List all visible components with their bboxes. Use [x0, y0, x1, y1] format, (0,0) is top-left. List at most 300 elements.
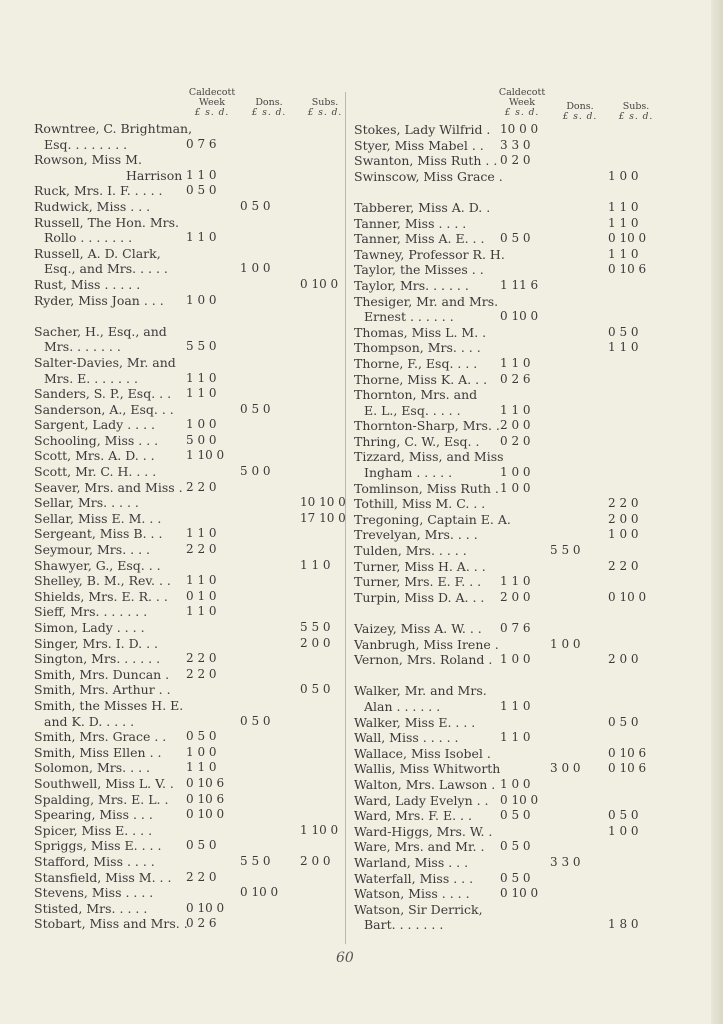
subscription-amount: 1 10 0	[300, 822, 339, 837]
caldecott-amount: 0 1 0	[186, 588, 217, 603]
subscriber-row	[34, 823, 352, 839]
subscriber-row	[354, 652, 699, 668]
caldecott-amount: 0 10 0	[186, 900, 225, 915]
caldecott-amount: 2 0 0	[500, 589, 531, 604]
subscriber-row	[354, 496, 699, 512]
subscription-amount: 0 5 0	[608, 714, 639, 729]
subscription-amount: 2 2 0	[608, 496, 639, 511]
subscriber-name: Shelley, B. M., Rev. . .	[34, 573, 171, 589]
caldecott-amount: 0 5 0	[500, 808, 531, 823]
donation-amount: 1 0 0	[240, 261, 271, 276]
subscriber-name: Walton, Mrs. Lawson .	[354, 776, 496, 792]
subscriber-row	[354, 434, 699, 450]
subscriber-name: Ingham . . . . .	[364, 465, 453, 481]
subscriber-row	[34, 870, 352, 886]
subscriber-row	[34, 760, 352, 776]
donation-amount: 3 0 0	[550, 761, 581, 776]
subscription-amount: 0 10 0	[300, 276, 339, 291]
subscriber-name: Sergeant, Miss B. . .	[34, 526, 163, 542]
subscriber-name: Harrison	[126, 167, 183, 183]
subscription-amount: 17 10 0	[300, 510, 346, 525]
left-column	[34, 88, 352, 948]
subscriber-row	[34, 215, 352, 231]
section-gap	[34, 308, 352, 324]
subscriber-row	[34, 152, 352, 168]
caldecott-amount: 1 0 0	[500, 652, 531, 667]
subscription-amount: 2 0 0	[608, 511, 639, 526]
subscriber-row	[34, 324, 352, 340]
subscriber-row	[354, 262, 699, 278]
header-caldecott-label: Caldecott	[188, 87, 236, 98]
header-lsd: £ s. d.	[504, 108, 540, 118]
subscription-amount: 0 10 6	[608, 745, 647, 760]
subscriber-row	[354, 403, 699, 419]
subscriber-row	[34, 137, 352, 153]
subscriber-name: Mrs. . . . . . .	[44, 339, 121, 355]
subscriber-row	[34, 651, 352, 667]
caldecott-amount: 1 0 0	[500, 465, 531, 480]
caldecott-amount: 2 2 0	[186, 666, 217, 681]
subscriber-row	[354, 216, 699, 232]
subscriber-name: Watson, Miss . . . .	[354, 886, 470, 902]
caldecott-amount: 1 0 0	[186, 417, 217, 432]
subscriber-name: Alan . . . . . .	[364, 698, 441, 714]
subscriber-row	[354, 777, 699, 793]
subscriber-name: Southwell, Miss L. V. .	[34, 775, 174, 791]
subscriber-name: Wallace, Miss Isobel .	[354, 745, 491, 761]
caldecott-amount: 2 2 0	[186, 869, 217, 884]
subscriber-name: Stisted, Mrs. . . . .	[34, 900, 148, 916]
header-week-label: Week	[509, 97, 535, 108]
caldecott-amount: 5 0 0	[186, 432, 217, 447]
subscriber-row	[354, 730, 699, 746]
donation-amount: 3 3 0	[550, 854, 581, 869]
subscriber-name: Spicer, Miss E. . . .	[34, 822, 153, 838]
caldecott-amount: 0 7 6	[500, 621, 531, 635]
subscriber-name: Turpin, Miss D. A. . .	[354, 589, 485, 605]
caldecott-amount: 1 11 6	[500, 277, 539, 292]
donation-amount: 5 5 0	[550, 543, 581, 558]
subscription-amount: 2 0 0	[300, 853, 331, 868]
subscriber-row	[354, 871, 699, 887]
subscriber-row	[354, 418, 699, 434]
subscriber-name: Singer, Mrs. I. D. . .	[34, 635, 159, 651]
subscriber-row	[354, 356, 699, 372]
subscriber-name: Taylor, Mrs. . . . . .	[354, 277, 469, 293]
subscriber-row	[34, 807, 352, 823]
subscriber-row	[354, 543, 699, 559]
subscriber-row	[354, 231, 699, 247]
subscriber-name: Thompson, Mrs. . . .	[354, 340, 481, 356]
caldecott-amount: 3 3 0	[500, 137, 531, 152]
subscriber-name: Schooling, Miss . . .	[34, 432, 159, 448]
header-dons	[244, 98, 294, 118]
subscriber-row	[34, 620, 352, 636]
subscriber-row	[354, 574, 699, 590]
subscriber-row	[34, 667, 352, 683]
subscriber-row	[34, 293, 352, 309]
caldecott-amount: 0 2 6	[186, 916, 217, 931]
subscriber-row	[34, 464, 352, 480]
header-lsd: £ s. d.	[307, 108, 343, 118]
subscriber-name: Spriggs, Miss E. . . .	[34, 838, 162, 854]
subscriber-name: Taylor, the Misses . .	[354, 262, 484, 278]
subscriber-name: Salter-Davies, Mr. and	[34, 354, 176, 370]
header-week-label: Week	[199, 97, 225, 108]
subscriber-name: Stevens, Miss . . . .	[34, 885, 154, 901]
subscriber-row	[354, 527, 699, 543]
subscriber-row	[354, 637, 699, 653]
subscriber-row	[34, 526, 352, 542]
subscriber-row	[354, 621, 699, 637]
caldecott-amount: 0 5 0	[500, 870, 531, 885]
subscriber-name: Smith, Miss Ellen . .	[34, 744, 162, 760]
subscriber-row	[34, 480, 352, 496]
header-subs-label: Subs.	[311, 97, 339, 108]
subscriber-row	[34, 121, 352, 137]
caldecott-amount: 0 5 0	[186, 729, 217, 744]
subscriber-name: Rollo . . . . . . .	[44, 230, 133, 246]
subscriber-name: Sington, Mrs. . . . . .	[34, 651, 161, 667]
caldecott-amount: 2 0 0	[500, 418, 531, 433]
subscriber-row	[354, 715, 699, 731]
subscriber-name: Sanders, S. P., Esq. . .	[34, 386, 172, 402]
caldecott-amount: 0 10 6	[186, 791, 225, 806]
subscriber-name: Thornton-Sharp, Mrs. .	[354, 418, 500, 434]
header-subs-label: Subs.	[622, 101, 650, 112]
subscriber-name: Swanton, Miss Ruth . .	[354, 153, 498, 169]
subscriber-name: Smith, the Misses H. E.	[34, 697, 184, 713]
subscriber-name: Warland, Miss . . .	[354, 854, 469, 870]
subscription-amount: 2 2 0	[608, 558, 639, 573]
subscriber-name: Scott, Mrs. A. D. . .	[34, 448, 155, 464]
subscriber-name: Seymour, Mrs. . . .	[34, 542, 151, 558]
subscriber-row	[354, 886, 699, 902]
caldecott-amount: 1 1 0	[500, 730, 531, 745]
subscription-amount: 0 5 0	[608, 324, 639, 339]
subscriber-row	[354, 699, 699, 715]
subscriber-name: Russell, A. D. Clark,	[34, 245, 161, 261]
subscriber-row	[354, 138, 699, 154]
subscriber-name: Vaizey, Miss A. W. . .	[354, 621, 482, 636]
left-entries	[34, 121, 352, 932]
subscriber-name: Shields, Mrs. E. R. . .	[34, 588, 168, 604]
subscription-amount: 0 10 0	[608, 231, 647, 246]
subscriber-row	[34, 183, 352, 199]
subscriber-row	[34, 246, 352, 262]
subscriber-row	[354, 839, 699, 855]
subscriber-name: Tulden, Mrs. . . . .	[354, 543, 467, 559]
subscriber-name: Tanner, Miss . . . .	[354, 215, 467, 231]
subscription-amount: 0 10 0	[608, 589, 647, 604]
subscription-amount: 0 10 6	[608, 761, 647, 776]
subscriber-name: Walker, Miss E. . . .	[354, 714, 476, 730]
subscriber-name: Sargent, Lady . . . .	[34, 417, 156, 433]
subscriber-name: Sacher, H., Esq., and	[34, 323, 167, 339]
subscriber-name: Scott, Mr. C. H. . . .	[34, 464, 157, 480]
subscriber-row	[34, 604, 352, 620]
subscriber-name: Vanbrugh, Miss Irene .	[354, 636, 499, 652]
caldecott-amount: 2 2 0	[186, 479, 217, 494]
subscriber-row	[354, 761, 699, 777]
subscriber-row	[354, 309, 699, 325]
subscriber-row	[34, 542, 352, 558]
right-entries	[354, 122, 699, 933]
subscriber-row	[34, 682, 352, 698]
subscriber-name: Styer, Miss Mabel . .	[354, 137, 484, 153]
right-column	[354, 88, 699, 948]
caldecott-amount: 1 1 0	[186, 230, 217, 245]
subscriber-name: Mrs. E. . . . . . .	[44, 370, 138, 386]
subscriber-name: Tabberer, Miss A. D. .	[354, 199, 491, 215]
subscriber-row	[354, 683, 699, 699]
caldecott-amount: 1 1 0	[186, 526, 217, 541]
caldecott-amount: 1 0 0	[186, 292, 217, 307]
subscriber-row	[34, 573, 352, 589]
subscriber-row	[34, 916, 352, 932]
subscriber-row	[34, 792, 352, 808]
caldecott-amount: 1 10 0	[186, 448, 225, 463]
header-caldecott-week	[492, 88, 552, 118]
subscriber-row	[34, 636, 352, 652]
subscriber-name: Wallis, Miss Whitworth	[354, 761, 501, 777]
subscriber-name: Walker, Mr. and Mrs.	[354, 683, 487, 699]
donation-amount: 0 10 0	[240, 885, 279, 900]
caldecott-amount: 1 1 0	[186, 370, 217, 385]
subscriber-row	[354, 122, 699, 138]
caldecott-amount: 1 0 0	[500, 776, 531, 791]
caldecott-amount: 1 0 0	[186, 744, 217, 759]
subscriber-row	[34, 729, 352, 745]
subscriber-row	[34, 589, 352, 605]
subscription-amount: 0 10 6	[608, 262, 647, 277]
subscription-amount: 1 0 0	[608, 823, 639, 838]
subscriber-row	[354, 340, 699, 356]
subscriber-row	[354, 590, 699, 606]
page-number: 60	[336, 950, 354, 966]
subscriber-row	[34, 417, 352, 433]
caldecott-amount: 0 7 6	[186, 136, 217, 151]
subscriber-name: Stobart, Miss and Mrs. .	[34, 916, 188, 932]
subscriber-row	[354, 559, 699, 575]
subscriber-row	[34, 168, 352, 184]
subscriber-row	[354, 387, 699, 403]
caldecott-amount: 1 1 0	[500, 574, 531, 589]
subscriber-row	[354, 200, 699, 216]
header-lsd: £ s. d.	[618, 112, 654, 122]
caldecott-amount: 0 2 0	[500, 433, 531, 448]
subscription-amount: 1 1 0	[300, 557, 331, 572]
subscriber-name: Rowntree, C. Brightman,	[34, 121, 193, 136]
donation-amount: 1 0 0	[550, 636, 581, 651]
header-dons	[554, 102, 606, 122]
subscriber-name: Rust, Miss . . . . .	[34, 276, 141, 292]
subscriber-row	[354, 465, 699, 481]
subscription-amount: 0 5 0	[300, 682, 331, 697]
header-lsd: £ s. d.	[251, 108, 287, 118]
subscriber-row	[34, 448, 352, 464]
caldecott-amount: 0 2 0	[500, 153, 531, 168]
subscriber-name: Thorne, Miss K. A. . .	[354, 371, 488, 387]
caldecott-amount: 1 1 0	[500, 355, 531, 370]
subscriber-name: Stansfield, Miss M. . .	[34, 869, 172, 885]
caldecott-amount: 5 5 0	[186, 339, 217, 354]
subscriber-row	[34, 901, 352, 917]
donation-amount: 0 5 0	[240, 713, 271, 728]
subscriber-name: Esq. . . . . . . .	[44, 136, 128, 152]
subscriber-name: Stokes, Lady Wilfrid .	[354, 122, 491, 137]
header-dons-label: Dons.	[566, 101, 594, 112]
subscriber-name: Tizzard, Miss, and Miss	[354, 449, 504, 465]
subscriber-row	[354, 746, 699, 762]
subscriber-row	[34, 745, 352, 761]
subscriber-row	[34, 230, 352, 246]
subscriber-name: Ward-Higgs, Mrs. W. .	[354, 823, 493, 839]
subscription-amount: 2 0 0	[300, 635, 331, 650]
subscriber-name: Spearing, Miss . . .	[34, 807, 153, 823]
subscriber-name: Thring, C. W., Esq. .	[354, 433, 480, 449]
section-gap	[354, 605, 699, 621]
subscriber-name: Stafford, Miss . . . .	[34, 853, 155, 869]
subscriber-row	[354, 917, 699, 933]
donation-amount: 0 5 0	[240, 401, 271, 416]
subscriber-name: Esq., and Mrs. . . . .	[44, 261, 168, 277]
page-edge	[711, 0, 723, 1024]
subscriber-name: Sellar, Miss E. M. . .	[34, 510, 162, 526]
subscriber-name: Ward, Lady Evelyn . .	[354, 792, 489, 808]
caldecott-amount: 2 2 0	[186, 651, 217, 666]
subscriber-name: Thorne, F., Esq. . . .	[354, 355, 478, 371]
subscriber-name: Bart. . . . . . .	[364, 917, 444, 933]
subscriber-name: Smith, Mrs. Grace . .	[34, 729, 167, 745]
subscriber-row	[354, 793, 699, 809]
caldecott-amount: 2 2 0	[186, 542, 217, 557]
caldecott-amount: 0 2 6	[500, 371, 531, 386]
caldecott-amount: 0 5 0	[186, 183, 217, 198]
subscriber-name: E. L., Esq. . . . .	[364, 402, 461, 418]
header-subs	[300, 98, 350, 118]
subscriber-name: Tanner, Miss A. E. . .	[354, 231, 485, 247]
caldecott-amount: 0 5 0	[186, 838, 217, 853]
subscription-amount: 1 8 0	[608, 917, 639, 932]
caldecott-amount: 0 10 0	[500, 886, 539, 901]
subscriber-name: Tregoning, Captain E. A.	[354, 511, 511, 527]
header-subs	[610, 102, 662, 122]
donation-amount: 5 0 0	[240, 464, 271, 479]
caldecott-amount: 0 5 0	[500, 839, 531, 854]
subscriber-name: Sanderson, A., Esq. . .	[34, 401, 174, 417]
subscription-amount: 1 1 0	[608, 246, 639, 261]
subscriber-row	[354, 512, 699, 528]
subscriber-name: Watson, Sir Derrick,	[354, 901, 483, 917]
subscriber-name: Thomas, Miss L. M. .	[354, 324, 487, 340]
subscriber-row	[354, 372, 699, 388]
section-gap	[354, 184, 699, 200]
subscriber-name: Smith, Mrs. Arthur . .	[34, 682, 171, 698]
subscriber-row	[34, 371, 352, 387]
subscriber-name: Simon, Lady . . . .	[34, 620, 145, 635]
caldecott-amount: 0 10 0	[500, 792, 539, 807]
subscription-amount: 1 0 0	[608, 168, 639, 183]
subscription-amount: 1 1 0	[608, 215, 639, 230]
subscriber-row	[354, 169, 699, 185]
subscriber-name: Seaver, Mrs. and Miss .	[34, 479, 183, 495]
subscriber-row	[34, 854, 352, 870]
subscriber-name: Rowson, Miss M.	[34, 152, 142, 168]
donation-amount: 5 5 0	[240, 853, 271, 868]
subscriber-row	[354, 153, 699, 169]
caldecott-amount: 1 1 0	[186, 167, 217, 182]
subscription-amount: 5 5 0	[300, 620, 331, 634]
caldecott-amount: 10 0 0	[500, 122, 539, 136]
header-caldecott-label: Caldecott	[498, 87, 546, 98]
subscription-amount: 0 5 0	[608, 808, 639, 823]
header-dons-label: Dons.	[255, 97, 283, 108]
subscriber-name: Tawney, Professor R. H.	[354, 246, 505, 262]
subscriber-name: Rudwick, Miss . . .	[34, 198, 151, 214]
subscriber-name: Smith, Mrs. Duncan .	[34, 666, 170, 682]
subscription-amount: 1 1 0	[608, 340, 639, 355]
subscriber-row	[34, 495, 352, 511]
subscriber-row	[354, 278, 699, 294]
subscriber-row	[354, 902, 699, 918]
subscriber-row	[354, 294, 699, 310]
subscriber-row	[34, 261, 352, 277]
caldecott-amount: 0 5 0	[500, 231, 531, 246]
subscriber-name: Waterfall, Miss . . .	[354, 870, 474, 886]
caldecott-amount: 1 1 0	[186, 760, 217, 775]
subscriber-name: Ernest . . . . . .	[364, 309, 454, 325]
subscriber-name: Solomon, Mrs. . . .	[34, 760, 150, 776]
subscription-amount: 10 10 0	[300, 495, 346, 510]
subscription-amount: 1 0 0	[608, 527, 639, 542]
subscriber-row	[354, 325, 699, 341]
subscriber-row	[34, 558, 352, 574]
subscriber-name: Tothill, Miss M. C. . .	[354, 496, 486, 512]
subscriber-row	[354, 481, 699, 497]
subscriber-row	[34, 698, 352, 714]
subscriber-row	[34, 885, 352, 901]
caldecott-amount: 0 10 0	[186, 807, 225, 822]
subscriber-name: Turner, Mrs. E. F. . .	[354, 574, 482, 590]
subscriber-row	[34, 199, 352, 215]
subscription-amount: 1 1 0	[608, 199, 639, 214]
subscriber-row	[34, 511, 352, 527]
section-gap	[354, 668, 699, 684]
subscriber-name: Wall, Miss . . . . .	[354, 730, 459, 746]
subscriber-row	[34, 433, 352, 449]
subscriber-name: Thornton, Mrs. and	[354, 387, 478, 403]
caldecott-amount: 1 1 0	[500, 698, 531, 713]
caldecott-amount: 0 10 6	[186, 775, 225, 790]
subscriber-row	[34, 277, 352, 293]
subscriber-name: Spalding, Mrs. E. L. .	[34, 791, 169, 807]
subscriber-row	[34, 339, 352, 355]
subscriber-name: Sieff, Mrs. . . . . . .	[34, 604, 148, 620]
subscriber-name: Swinscow, Miss Grace .	[354, 168, 503, 184]
subscriber-row	[354, 449, 699, 465]
caldecott-amount: 1 1 0	[186, 604, 217, 619]
subscriber-name: Ware, Mrs. and Mr. .	[354, 839, 485, 855]
subscription-amount: 2 0 0	[608, 652, 639, 667]
caldecott-amount: 1 1 0	[500, 402, 531, 417]
subscriber-row	[34, 402, 352, 418]
caldecott-amount: 1 1 0	[186, 573, 217, 588]
subscriber-row	[34, 355, 352, 371]
subscriber-row	[354, 247, 699, 263]
donation-amount: 0 5 0	[240, 198, 271, 213]
subscriber-name: Russell, The Hon. Mrs.	[34, 214, 179, 230]
